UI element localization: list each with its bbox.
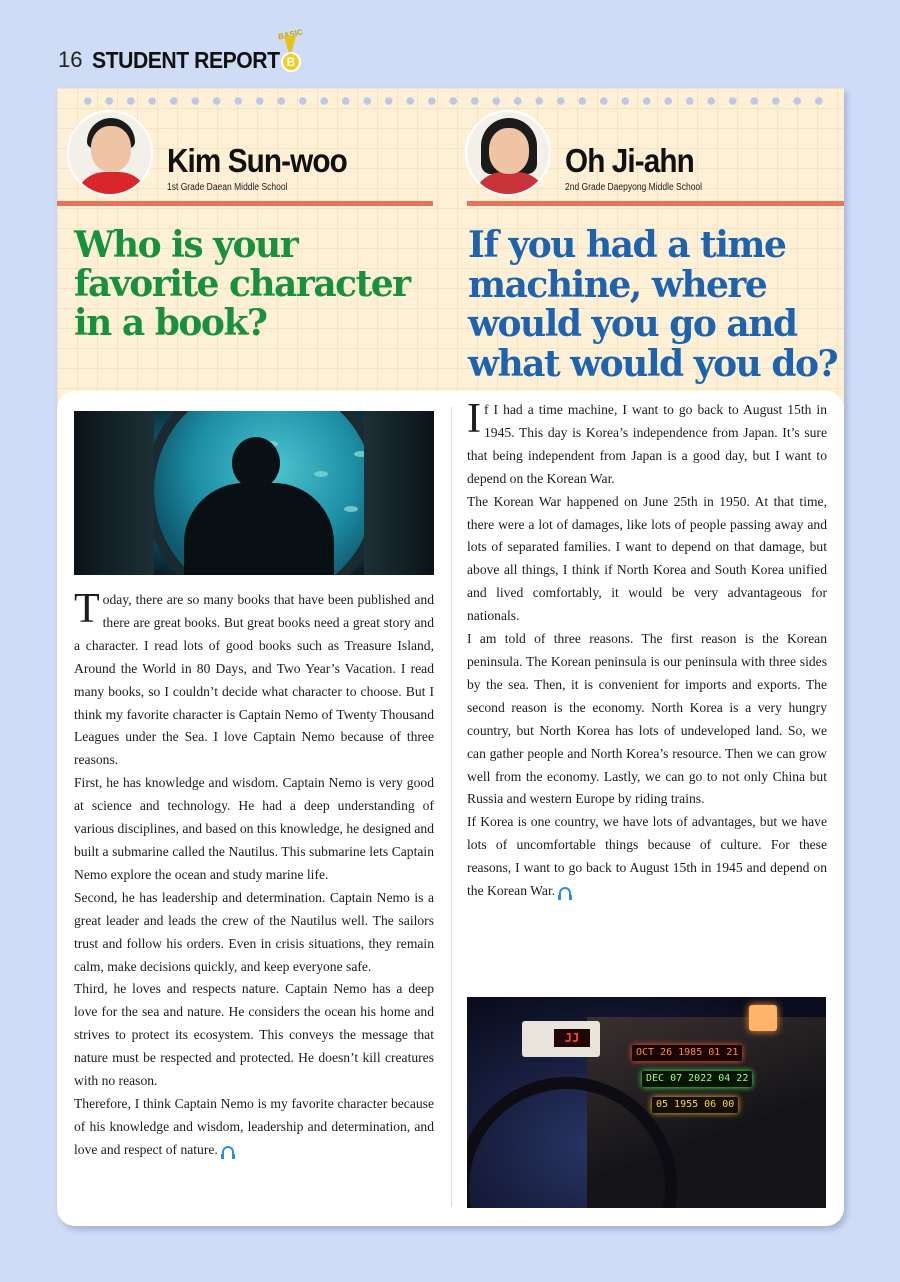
author-school-left: 1st Grade Daean Middle School: [167, 182, 288, 193]
column-divider: [451, 407, 452, 1207]
badge-label: BASIC: [277, 27, 304, 42]
page-header: [58, 27, 304, 76]
author-name-left: Kim Sun-woo: [167, 142, 347, 179]
badge-letter: B: [281, 52, 301, 72]
question-right: If you had a time machine, where would you go and what would you do?: [468, 224, 838, 385]
device-box: JJ: [522, 1021, 600, 1057]
paragraph: The Korean War happened on June 25th in 1950. At that time, there were a lot of damages, like lots of people passing away and lots of separated families. I want to depend on that damage, but above all things, I think if North Korea and South Korea unified and lived comfortably, it would be very advantageous for nationals.: [467, 493, 827, 624]
paragraph: Today, there are so many books that have been published and there are great books. But great books need a great story and a character. I read lots of good books such as Treasure Island, Around the World in 80 Days, and Two Year’s Vacation. I read many books, so I couldn’t decide what character to choose. But I think my favorite character is Captain Nemo of Twenty Thousand Leagues under the Sea. I love Captain Nemo because of three reasons.: [74, 586, 434, 768]
dropcap-left: T: [74, 586, 100, 632]
author-left: [67, 110, 433, 200]
avatar-boy: [67, 110, 153, 196]
author-name-right: Oh Ji-ahn: [565, 142, 694, 179]
dropcap-right: I: [467, 396, 481, 442]
time-machine-photo: [467, 997, 826, 1208]
section-title: STUDENT REPORT: [92, 46, 281, 73]
headphones-icon: [559, 887, 571, 897]
paragraph: Second, he has leadership and determination. Captain Nemo is a great leader and leads the crew of the Nautilus well. The sailors trust and follow his orders. Even in crisis situations, they remain calm, make decisions quickly, and keep everyone safe.: [74, 889, 434, 974]
basic-badge-icon: [277, 27, 308, 74]
time-display: 05 1955 06 00: [652, 1097, 738, 1113]
headphones-icon: [222, 1146, 234, 1156]
page-number: 16: [58, 47, 83, 72]
decorative-dots: [77, 96, 827, 106]
submarine-photo: [74, 411, 434, 575]
paragraph: First, he has knowledge and wisdom. Captain Nemo is very good at science and technology. He had a deep understanding of various disciplines, and based on this knowledge, he designed and built a submarine called the Nautilus. This submarine lets Captain Nemo explore the ocean and study marine life.: [74, 775, 434, 882]
article-right: [467, 396, 827, 903]
report-panel: [57, 88, 844, 1226]
paragraph: Therefore, I think Captain Nemo is my favorite character because of his knowledge and wisdom, leadership and determination, and love and respect of nature.: [74, 1095, 434, 1157]
article-box: [57, 391, 844, 1226]
author-right: [465, 110, 835, 200]
author-school-right: 2nd Grade Daepyong Middle School: [565, 182, 703, 193]
paragraph: If Korea is one country, we have lots of advantages, but we have lots of uncomfortable things because of culture. For these reasons, I want to go back to August 15th in 1945 and depend on the Korean War.: [467, 814, 827, 899]
paragraph: I am told of three reasons. The first reason is the Korean peninsula. The Korean peninsula is our peninsula with three sides by the sea. Then, it is convenient for imports and exports. The second reason is the economy. North Korea is a very hungry country, but North Korea has lots of undeveloped land. So, we can gather people and North Korea’s resource. Then we can grow well from the economy. Lastly, we can go to not only China but Russia and western Europe by riding trains.: [467, 631, 827, 807]
paragraph: If I had a time machine, I want to go back to August 15th in 1945. This day is Korea’s independence from Japan. It’s sure that being independent from Japan is a good day, but I want to depend on the Korean War.: [467, 396, 827, 486]
time-display: OCT 26 1985 01 21: [632, 1045, 742, 1061]
paragraph: Third, he loves and respects nature. Captain Nemo has a deep love for the sea and nature. He considers the ocean his home and strives to protect its ecosystem. This conveys the message that nature must be respected and protected. He doesn’t kill creatures with no reason.: [74, 981, 434, 1089]
divider-rule-right: [467, 201, 844, 206]
divider-rule-left: [57, 201, 433, 206]
avatar-girl: [465, 110, 551, 196]
question-left: Who is your favorite character in a book?: [74, 224, 410, 344]
time-display: DEC 07 2022 04 22: [642, 1071, 752, 1087]
article-left: [74, 586, 434, 1162]
